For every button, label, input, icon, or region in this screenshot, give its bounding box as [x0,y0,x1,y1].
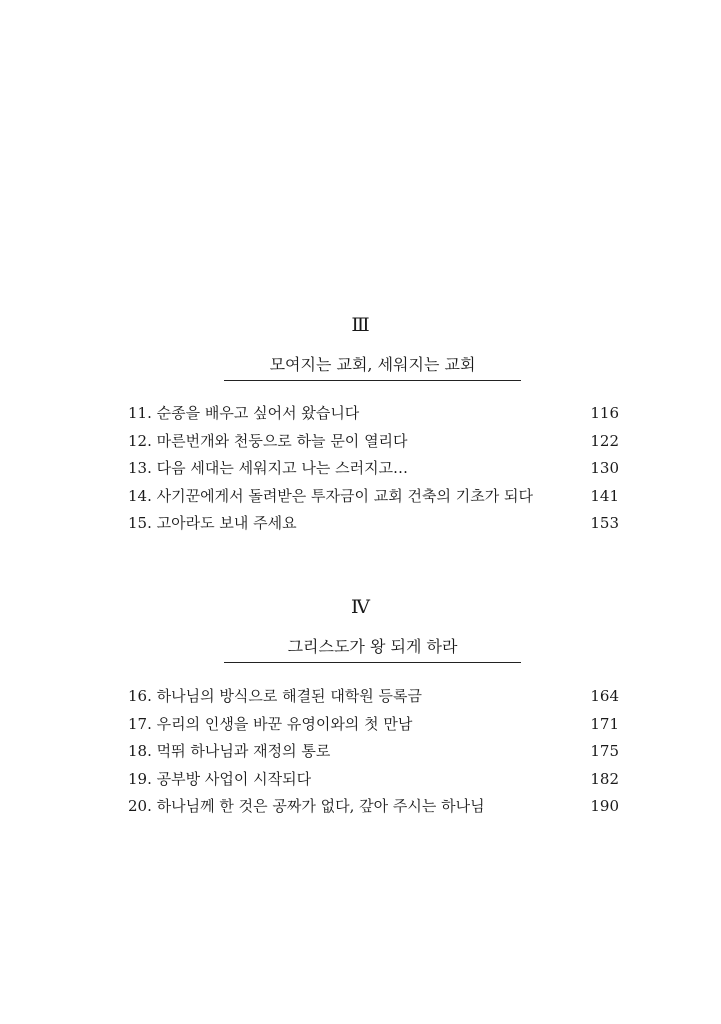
toc-entry-title: 14. 사기꾼에게서 돌려받은 투자금이 교회 건축의 기초가 되다 [128,486,533,505]
toc-entry-title: 12. 마른번개와 천둥으로 하늘 문이 열리다 [128,431,408,450]
toc-entry-title: 20. 하나님께 한 것은 공짜가 없다, 갚아 주시는 하나님 [128,797,485,815]
toc-entry[interactable] [128,741,619,769]
toc-entry-title: 11. 순종을 배우고 싶어서 왔습니다 [128,404,360,422]
toc-entry[interactable] [128,769,619,797]
toc-entry-page: 171 [590,714,619,733]
toc-list [128,686,619,824]
toc-entry-title: 19. 공부방 사업이 시작되다 [128,769,312,788]
toc-entry-page: 122 [590,431,619,450]
toc-entry-page: 141 [590,486,619,505]
toc-entry[interactable] [128,796,619,824]
toc-entry[interactable] [128,686,619,714]
part-title: 모여지는 교회, 세워지는 교회 [269,355,476,374]
toc-entry-page: 190 [590,797,619,815]
toc-entry-page: 182 [590,769,619,788]
toc-entry-page: 153 [590,514,619,532]
toc-entry[interactable] [128,486,619,514]
toc-entry-title: 17. 우리의 인생을 바꾼 유영이와의 첫 만남 [128,714,413,733]
toc-entry[interactable] [128,714,619,742]
toc-entry-title: 16. 하나님의 방식으로 해결된 대학원 등록금 [128,687,423,705]
toc-list [128,403,619,541]
toc-entry-page: 130 [590,459,619,477]
toc-entry-title: 13. 다음 세대는 세워지고 나는 스러지고… [128,459,409,477]
toc-entry[interactable] [128,403,619,431]
toc-entry-title: 18. 먹뛰 하나님과 재정의 통로 [128,742,331,760]
toc-entry[interactable] [128,458,619,486]
toc-entry[interactable] [128,431,619,459]
toc-entry-page: 164 [590,687,619,705]
part-title: 그리스도가 왕 되게 하라 [287,637,458,656]
toc-entry-page: 116 [590,404,619,422]
part-numeral: Ⅳ [351,596,370,618]
toc-entry[interactable] [128,513,619,541]
part-divider [224,662,521,663]
toc-entry-title: 15. 고아라도 보내 주세요 [128,514,297,532]
toc-entry-page: 175 [590,742,619,760]
part-divider [224,380,521,381]
part-numeral: Ⅲ [351,314,370,336]
